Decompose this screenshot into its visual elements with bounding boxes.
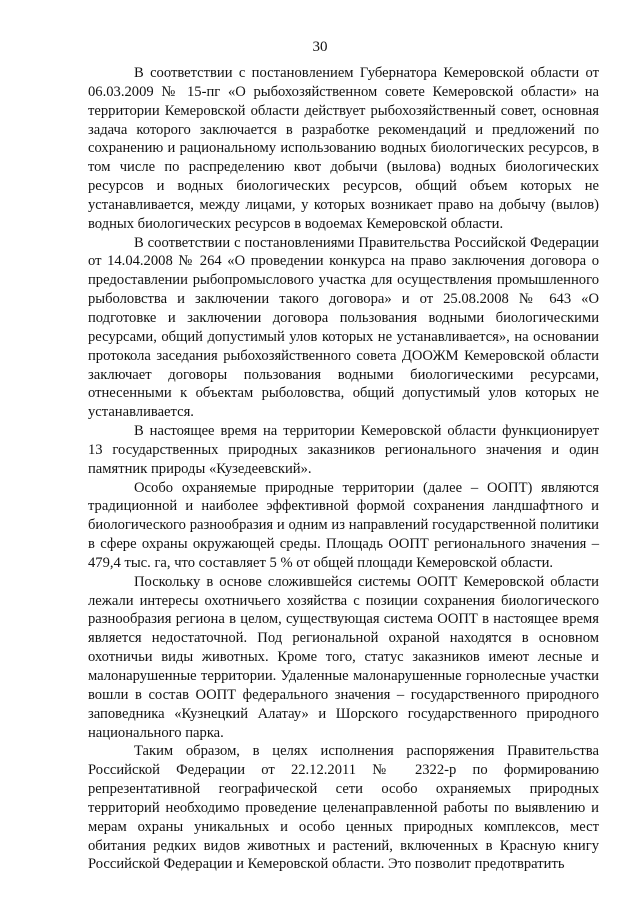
paragraph-reserves-count: В настоящее время на территории Кемеровской области функционирует 13 государственных природных заказников регионального значения и один памятник природы «Кузедеевский». <box>88 423 599 477</box>
paragraph-fishery-council: В соответствии с постановлением Губернатора Кемеровской области от 06.03.2009 № 15-пг «О рыбохозяйственном совете Кемеровской области» на территории Кемеровской области действует рыбохозяйственный совет, основная задача которого заключается в разработке рекомендаций и предложений по сохранению и рациональному использованию водных биологических ресурсов, в том числе по распределению квот добычи (вылова) водных биологических ресурсов и водных биологических ресурсов, общий объем которых не устанавливается, между лицами, у которых возникает право на добычу (вылов) водных биологических ресурсов в водоемах Кемеровской области. <box>88 65 599 232</box>
page-number: 30 <box>312 39 328 55</box>
paragraph-conclusion: Таким образом, в целях исполнения распоряжения Правительства Российской Федерации от 22.12.2011 № 2322-р по формированию репрезентативной географической сети особо охраняемых природных территорий необходимо проведение целенаправленной работы по выявлению и мерам охраны уникальных и особо ценных природных комплексов, мест обитания редких видов животных и растений, включенных в Красную книгу Российской Федерации и Кемеровской области. Это позволит предотвратить <box>88 743 599 873</box>
paragraph-fishing-contracts: В соответствии с постановлениями Правительства Российской Федерации от 14.04.2008 № 264 «О проведении конкурса на право заключения договора о предоставлении рыбопромыслового участка для осуществления промышленного рыболовства и заключении такого договора» и от 25.08.2008 № 643 «О подготовке и заключении договора пользования водными биологическими ресурсами, общий допустимый улов которых не устанавливается», на основании протокола заседания рыбохозяйственного совета ДООЖМ Кемеровской области заключает договоры пользования водными биологическими ресурсами, отнесенными к объектам рыболовства, общий допустимый улов которых не устанавливается. <box>88 234 599 421</box>
paragraph-protected-areas: Особо охраняемые природные территории (далее – ООПТ) являются традиционной и наиболее эффективной формой сохранения ландшафтного и биологического разнообразия и одним из направлений государственной политики в сфере охраны окружающей среды. Площадь ООПТ регионального значения – 479,4 тыс. га, что составляет 5 % от общей площади Кемеровской области. <box>88 479 599 571</box>
document-body <box>88 64 599 874</box>
paragraph-oopt-system: Поскольку в основе сложившейся системы ООПТ Кемеровской области лежали интересы охотничьего хозяйства с позиции сохранения биологического разнообразия региона в целом, существующая система ООПТ в настоящее время является недостаточной. Под региональной охраной находятся в основном охотничьи виды животных. Кроме того, статус заказников имеют лесные и малонарушенные территории. Удаленные малонарушенные горнолесные участки вошли в состав ООПТ федерального значения – государственного природного заповедника «Кузнецкий Алатау» и Шорского государственного природного национального парка. <box>88 573 599 741</box>
